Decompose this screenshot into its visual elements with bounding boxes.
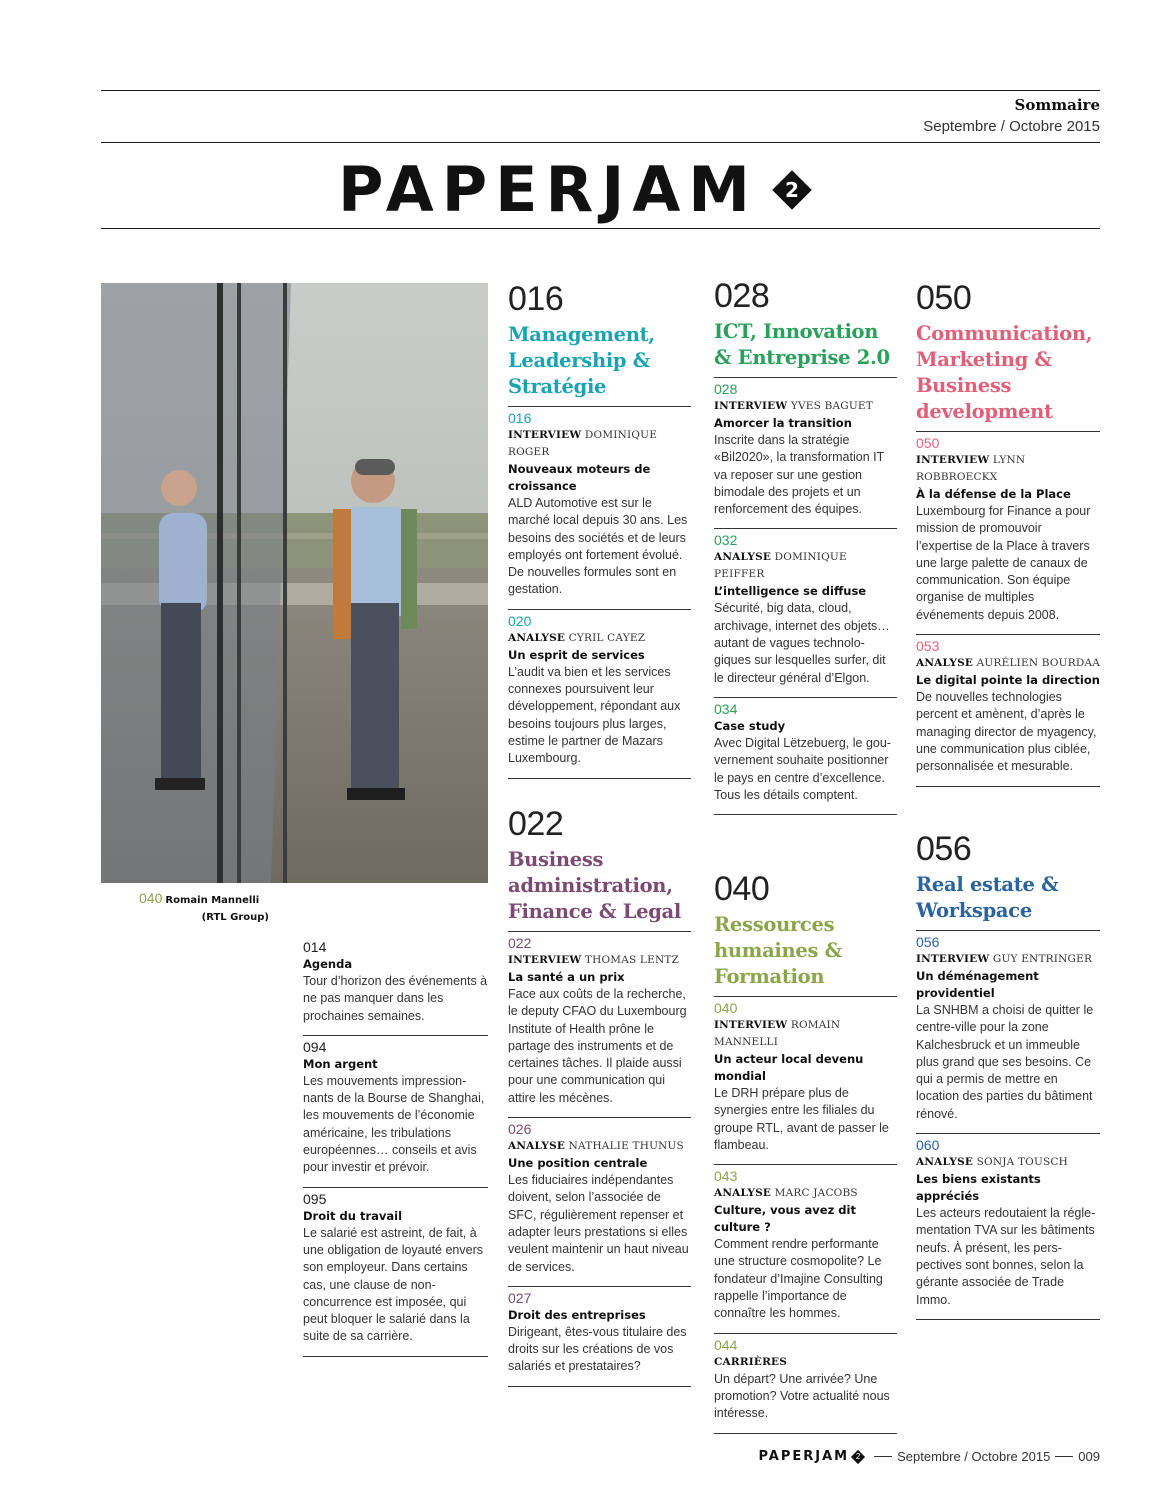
entry-title: Les biens existants appréciés [916, 1172, 1041, 1204]
top-rule [101, 90, 1100, 91]
section-hr [714, 870, 897, 1434]
entry-kind: INTERVIEW LYNN ROBBROECKX [916, 454, 1026, 483]
entry-summary: Tour d’horizon des événements à ne pas manquer dans les prochaines semaines. [303, 974, 488, 1023]
entry-kind: INTERVIEW GUY ENTRINGER [916, 953, 1093, 965]
entry-kind: ANALYSE MARC JACOBS [714, 1187, 858, 1200]
entry-summary: Le DRH prépare plus de synergies entre les filiales du groupe RTL, avant de passer le flambeau. [714, 1086, 889, 1152]
footer-badge-number: 2 [855, 1451, 861, 1461]
list-item[interactable] [714, 529, 897, 697]
entry-title: Le digital pointe la direction [916, 673, 1100, 688]
entry-summary: Face aux coûts de la recherche, le deputy CFAO du Luxembourg Institute of Health prône le partage des instruments et de certaines tâches. Il plaide aussi pour une communication qui attire les mécènes. [508, 987, 687, 1105]
list-item[interactable] [714, 1334, 897, 1434]
entry-summary: Un départ? Une arrivée? Une promotion? Votre actualité nous intéresse. [714, 1371, 890, 1421]
entry-summary: ALD Automotive est sur le marché local depuis 30 ans. Les besoins des sociétés et de leurs employés ont fortement évolué. De nouvelles formules sont en gestation. [508, 496, 688, 597]
entry-title: La santé a un prix [508, 970, 625, 984]
section-real-estate [916, 830, 1100, 1320]
section-number: 040 [714, 870, 770, 908]
entry-title: Droit des entreprises [508, 1307, 646, 1322]
list-item[interactable] [916, 1134, 1100, 1320]
section-title: Management, Leadership & Stratégie [508, 323, 655, 398]
entry-title: Mon argent [303, 1056, 378, 1071]
caption-org: (RTL Group) [201, 912, 269, 923]
section-title: Business administration, Finance & Legal [508, 848, 681, 923]
entry-kind: ANALYSE DOMINIQUE PEIFFER [714, 551, 847, 581]
section-label: Sommaire [1014, 96, 1100, 114]
entry-page-number: 020 [508, 612, 532, 629]
list-item[interactable] [916, 635, 1100, 786]
entry-summary: Avec Digital Lëtzebuerg, le gouvernement souhaite positionner le pays en centre d’excellence. Tous les détails comptent. [714, 735, 891, 802]
entry-page-number: 043 [714, 1168, 738, 1185]
entry-kind: INTERVIEW DOMINIQUE ROGER [508, 429, 658, 458]
page-number: 009 [1078, 1449, 1100, 1464]
list-item[interactable] [508, 1287, 691, 1387]
entry-kind: INTERVIEW THOMAS LENTZ [508, 954, 680, 966]
section-management [508, 280, 691, 779]
entry-summary: Les acteurs redoutaient la réglementation TVA sur les bâtiments neufs. À présent, les perspectives sont bonnes, selon la gérante associée de Trade Immo. [916, 1206, 1096, 1307]
photo-caption [139, 890, 279, 926]
entry-title: Un déménagement providentiel [916, 969, 1039, 1000]
entry-page-number: 027 [508, 1289, 532, 1306]
list-item[interactable] [508, 1118, 691, 1287]
footer-date: Septembre / Octobre 2015 [897, 1449, 1051, 1464]
entry-page-number: 050 [916, 435, 940, 451]
entry-page-number: 040 [714, 1000, 738, 1016]
entry-title: À la défense de la Place [916, 487, 1071, 501]
entry-kind: CARRIÈRES [714, 1355, 787, 1368]
entry-kind: INTERVIEW YVES BAGUET [714, 400, 874, 412]
entry-title: Un acteur local devenu mondial [714, 1052, 864, 1083]
section-number: 016 [508, 280, 564, 318]
entry-summary: Le salarié est astreint, de fait, à une obligation de loyauté envers son employeur. Dans certains cas, une clause de non-concurrence est imposée, qui peut bloquer le salarié dans la suite de sa carrière. [303, 1225, 483, 1344]
list-item[interactable] [303, 1188, 488, 1357]
entry-title: Une position centrale [508, 1156, 648, 1171]
entry-summary: Luxembourg for Finance a pour mission de promouvoir l’expertise de la Place à travers une large palette de canaux de communication. Son équipe organise de multiples événements depuis 2008. [916, 504, 1091, 622]
entry-page-number: 095 [303, 1190, 327, 1207]
entry-page-number: 053 [916, 638, 940, 655]
list-item[interactable] [508, 610, 691, 779]
section-number: 056 [916, 830, 972, 868]
header-rule [101, 142, 1100, 143]
section-number: 028 [714, 277, 770, 315]
entry-summary: Comment rendre performante une structure cosmopolite? Le fondateur d’Imajine Consulting rappelle l’importance de connaître les hommes. [714, 1237, 883, 1321]
section-business [508, 805, 691, 1387]
entry-page-number: 032 [714, 532, 738, 549]
masthead-rule [101, 228, 1100, 229]
list-item[interactable] [303, 1036, 488, 1188]
entry-page-number: 060 [916, 1137, 940, 1154]
entry-summary: Sécurité, big data, cloud, archivage, internet des objets… autant de vagues technologiques sur lesquelles surfer, dit le directeur général d’Elgon. [714, 601, 890, 685]
page-footer [758, 1449, 1100, 1464]
list-item[interactable] [714, 378, 897, 529]
list-item[interactable] [714, 698, 897, 815]
footer-divider [874, 1456, 892, 1457]
entry-page-number: 094 [303, 1038, 327, 1055]
entry-kind: ANALYSE NATHALIE THUNUS [508, 1140, 684, 1153]
entry-summary: L’audit va bien et les services connexes poursuivent leur développement, répondant aux besoins toujours plus larges, estime le partner de Mazars Luxembourg. [508, 664, 681, 766]
cover-photo [101, 283, 488, 883]
list-item[interactable] [714, 1165, 897, 1333]
entry-page-number: 016 [508, 410, 532, 426]
entry-page-number: 014 [303, 939, 327, 955]
section-number: 050 [916, 279, 972, 317]
section-number: 022 [508, 805, 564, 843]
list-item[interactable] [303, 936, 488, 1036]
section-title: Ressources humaines & Formation [714, 913, 842, 988]
left-column [303, 936, 488, 1357]
entry-title: Agenda [303, 957, 353, 971]
issue-date: Septembre / Octobre 2015 [923, 118, 1100, 135]
entry-summary: Les mouvements impressionnants de la Bourse de Shanghai, les mouvements de l’économie américaine, les tribulations européennes… conseils et avis pour investir et prévoir. [303, 1073, 485, 1175]
list-item[interactable] [916, 432, 1100, 635]
entry-summary: Inscrite dans la stratégie «Bil2020», la transformation IT va reposer sur une gestion bimodale des projets et un renforcement des équipes. [714, 433, 885, 517]
section-title: Communication, Marketing & Business development [916, 322, 1093, 423]
entry-summary: De nouvelles technologies percent et amènent, d’après le managing director de myagency, une communication plus ciblée, personnalisée et mesurable. [916, 690, 1097, 774]
list-item[interactable] [714, 997, 897, 1165]
entry-page-number: 026 [508, 1121, 532, 1138]
entry-summary: La SNHBM a choisi de quitter le centre-ville pour la zone Kalchesbruck et un immeuble plus grand que ses besoins. Ce qui a permis de mettre en location des parties du bâtiment rénové. [916, 1003, 1094, 1121]
section-communication [916, 279, 1100, 787]
list-item[interactable] [916, 931, 1100, 1134]
entry-kind: INTERVIEW ROMAIN MANNELLI [714, 1019, 841, 1048]
caption-page-number: 040 [139, 890, 163, 906]
entry-title: Culture, vous avez dit culture ? [714, 1203, 856, 1235]
entry-kind: ANALYSE AURÉLIEN BOURDAA [916, 657, 1101, 670]
logo-badge-icon [772, 170, 812, 210]
entry-page-number: 022 [508, 935, 532, 951]
list-item[interactable] [508, 932, 691, 1118]
entry-summary: Dirigeant, êtes-vous titulaire des droits sur les créations de vos salariés et prestataires? [508, 1324, 687, 1374]
caption-name: Romain Mannelli [165, 895, 260, 906]
section-title: Real estate & Workspace [916, 873, 1059, 922]
entry-summary: Les fiduciaires indépendantes doivent, selon l’associée de SFC, régulièrement repenser et adapter leurs prestations si elles veulent maintenir un haut niveau de services. [508, 1173, 689, 1274]
footer-badge-icon [851, 1450, 865, 1464]
entry-page-number: 034 [714, 700, 738, 717]
entry-kind: ANALYSE SONJA TOUSCH [916, 1156, 1069, 1169]
section-ict [714, 277, 897, 815]
entry-title: Case study [714, 718, 786, 733]
entry-page-number: 028 [714, 381, 738, 397]
logo-text: PAPERJAM [337, 152, 758, 226]
logo-badge-number: 2 [785, 177, 799, 202]
entry-page-number: 044 [714, 1336, 738, 1353]
entry-title: Nouveaux moteurs de croissance [508, 462, 651, 493]
masthead-logo [0, 150, 1150, 226]
entry-kind: ANALYSE CYRIL CAYEZ [508, 631, 646, 644]
list-item[interactable] [508, 407, 691, 610]
footer-divider [1055, 1456, 1073, 1457]
section-title: ICT, Innovation & Entreprise 2.0 [714, 320, 890, 369]
footer-logo: PAPERJAM [758, 1449, 850, 1464]
entry-title: Amorcer la transition [714, 416, 852, 430]
entry-title: L’intelligence se diffuse [714, 584, 867, 599]
entry-title: Un esprit de services [508, 647, 645, 662]
entry-title: Droit du travail [303, 1208, 403, 1223]
entry-page-number: 056 [916, 934, 940, 950]
